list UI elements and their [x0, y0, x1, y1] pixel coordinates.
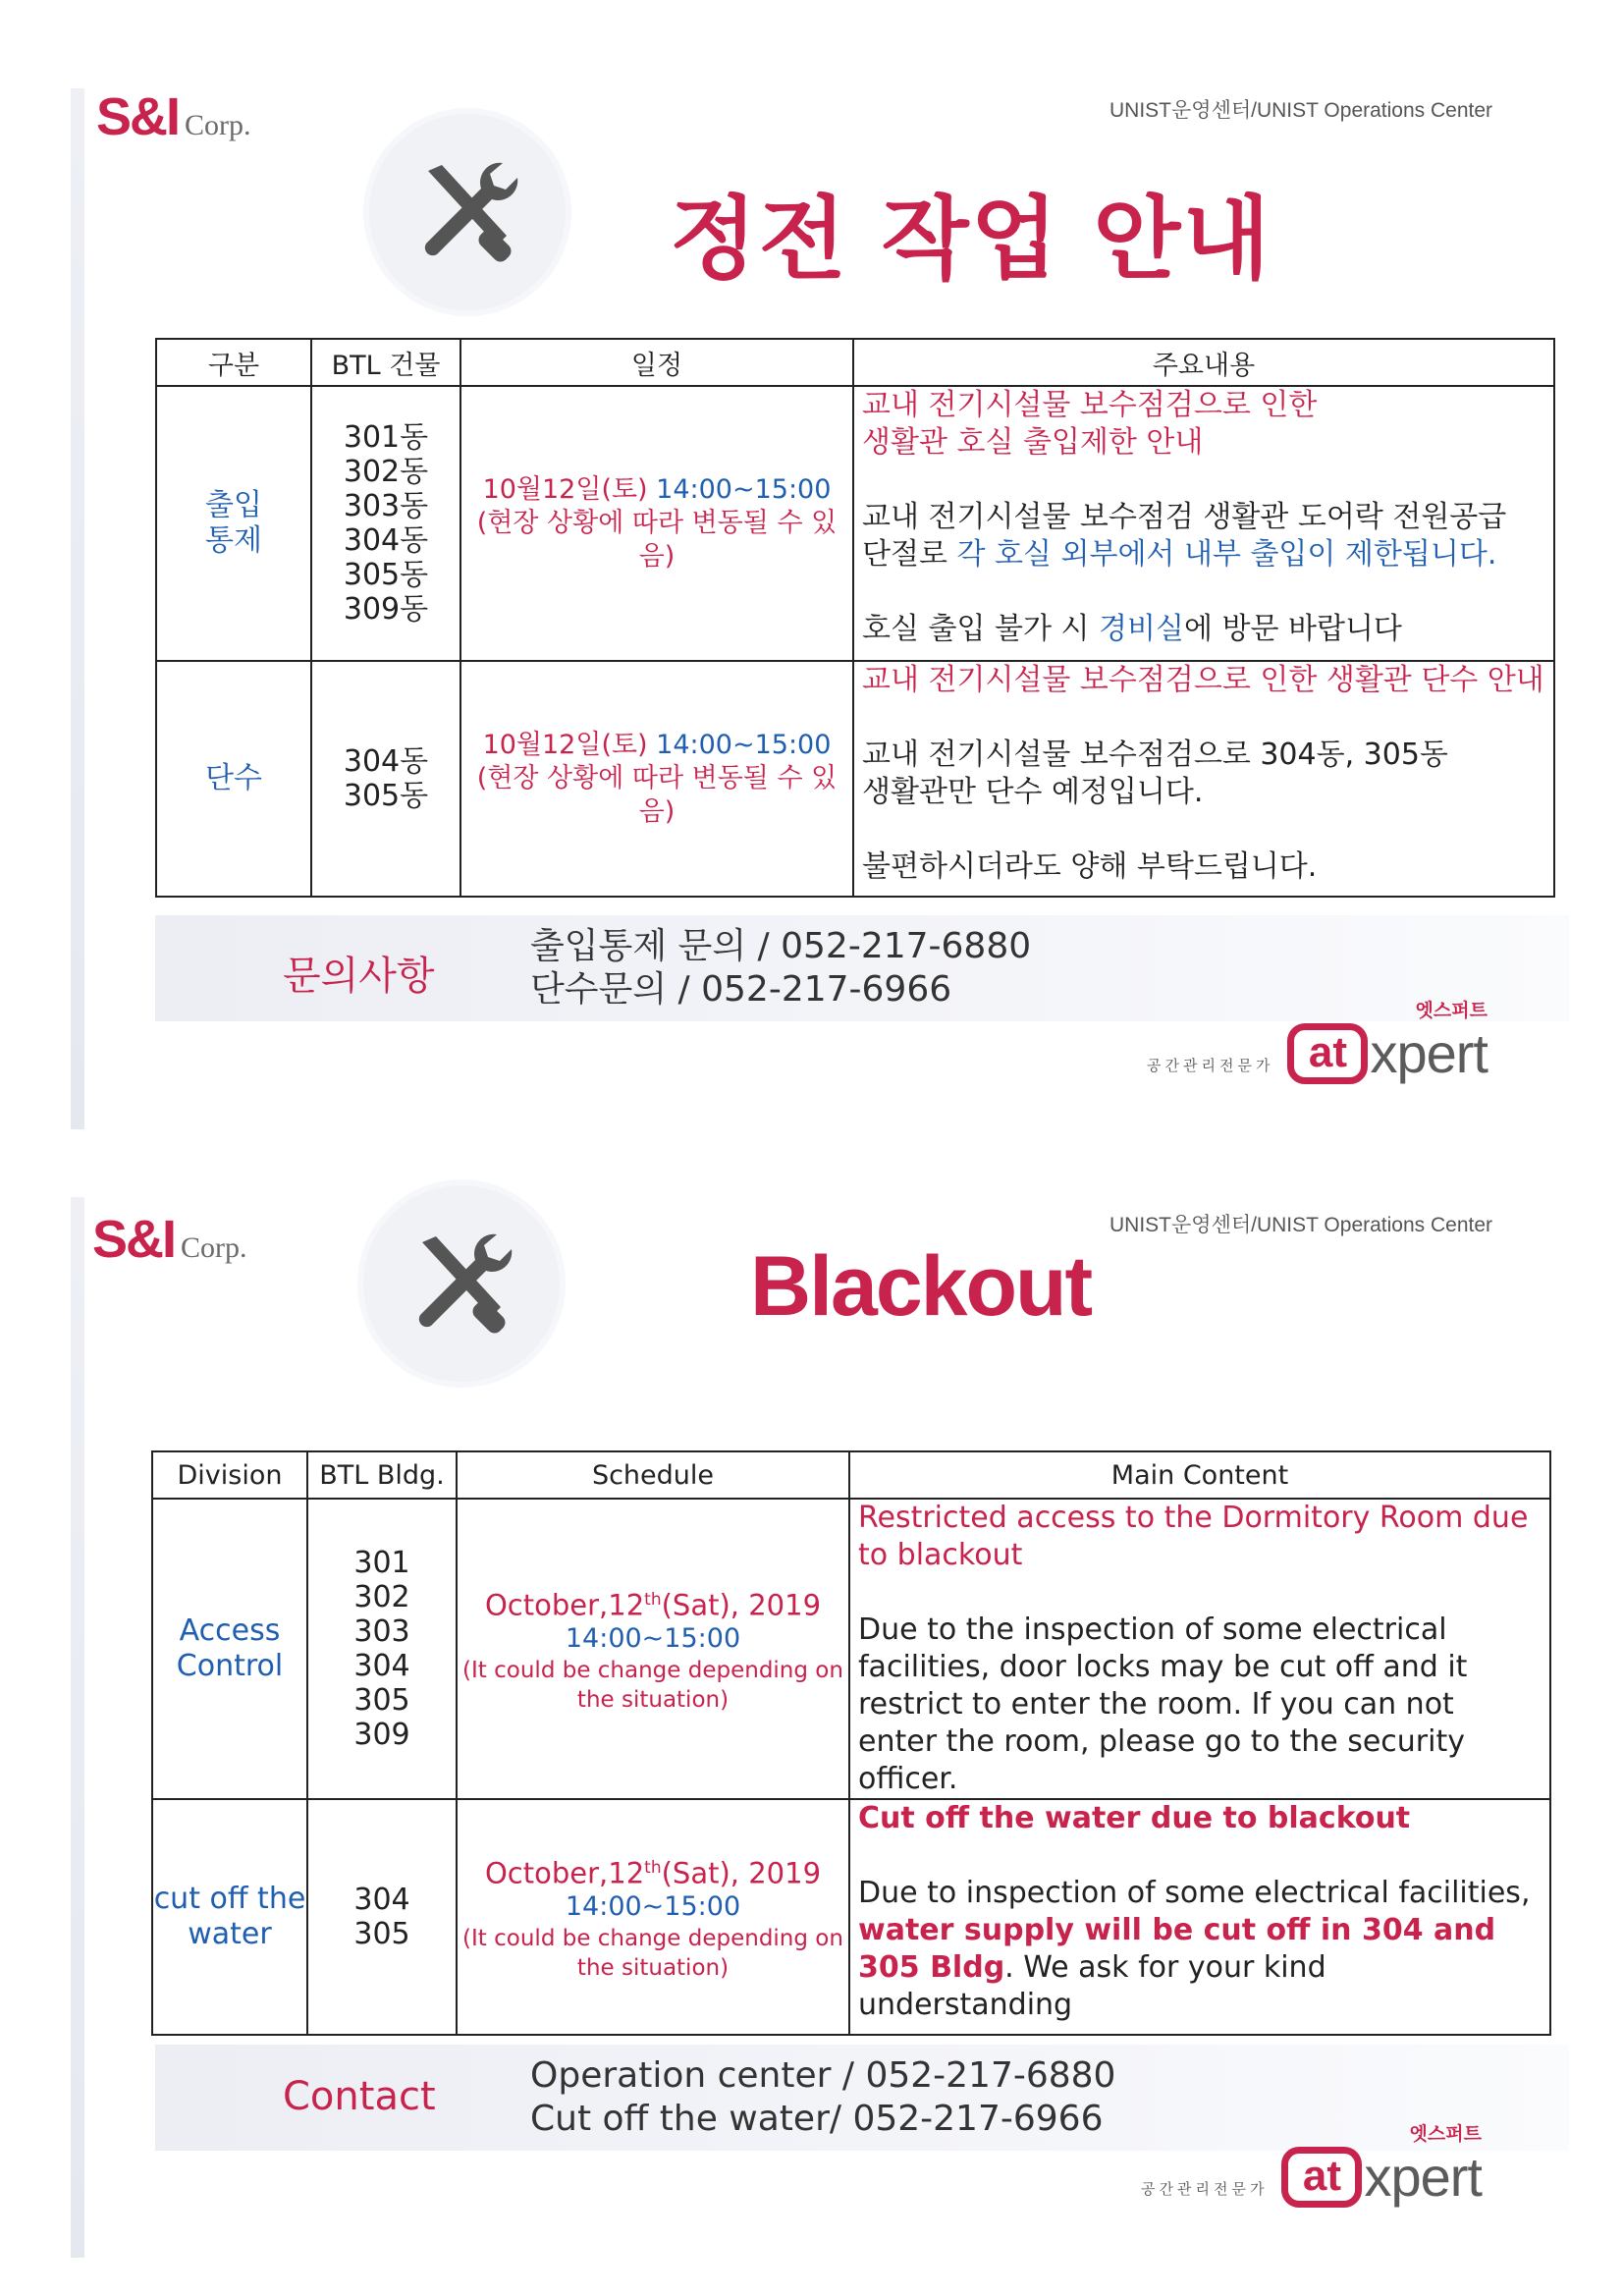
content-heading: 교내 전기시설물 보수점검으로 인한 생활관 단수 안내 — [862, 663, 1544, 697]
building-item: 301 — [353, 1546, 410, 1580]
brand-tagline: 공간관리전문가 — [1147, 1057, 1274, 1074]
schedule-note: (현장 상황에 따라 변동될 수 있음) — [476, 763, 838, 827]
date-suffix: th — [644, 1858, 662, 1879]
building-item: 309 — [353, 1718, 410, 1752]
schedule-date: 10월12일(토) — [482, 474, 657, 505]
header-content: 주요내용 — [853, 339, 1554, 386]
division-cell — [156, 386, 311, 661]
content-text: 교내 전기시설물 보수점검 생활관 도어락 전원공급 — [862, 500, 1507, 534]
brand-at: at — [1281, 2147, 1362, 2208]
contact-lines — [530, 2054, 1115, 2141]
company-logo — [96, 86, 251, 147]
content-highlight: 각 호실 외부에서 내부 출입이 제한됩니다. — [956, 537, 1497, 572]
content-text: 교내 전기시설물 보수점검으로 304동, 305동 — [862, 738, 1448, 772]
operations-center: UNIST운영센터/UNIST Operations Center — [1109, 99, 1493, 122]
building-item: 302동 — [343, 455, 429, 489]
division-cell — [156, 661, 311, 897]
contact-section — [155, 915, 1569, 1021]
table-row — [156, 661, 1554, 897]
building-item: 303동 — [343, 489, 429, 523]
contact-line: 단수문의 / 052-217-6966 — [530, 969, 952, 1010]
brand-mark — [1287, 1000, 1488, 1085]
building-item: 302 — [353, 1580, 410, 1614]
division-line: cut off the — [153, 1882, 306, 1916]
building-cell — [311, 386, 460, 661]
building-item: 305 — [353, 1917, 410, 1951]
content-highlight: 경비실 — [1099, 612, 1184, 646]
contact-label: Contact — [283, 2074, 436, 2119]
schedule-cell — [460, 661, 853, 897]
schedule-time: 14:00~15:00 — [656, 474, 832, 505]
content-cell — [853, 661, 1554, 897]
contact-label: 문의사항 — [283, 954, 435, 999]
tools-icon — [369, 114, 566, 310]
logo-mark: S&I — [96, 87, 180, 146]
brand-word: xpert — [1364, 2146, 1482, 2208]
schedule-date: October,12 — [484, 1588, 645, 1622]
division-line: water — [188, 1917, 272, 1951]
building-item: 305동 — [343, 779, 429, 813]
side-decoration — [71, 1197, 84, 2258]
schedule-time: 14:00~15:00 — [565, 1622, 741, 1654]
schedule-note: (현장 상황에 따라 변동될 수 있음) — [476, 508, 838, 572]
content-cell — [849, 1499, 1550, 1799]
content-text: 호실 출입 불가 시 — [862, 612, 1100, 646]
schedule-time: 14:00~15:00 — [565, 1890, 741, 1922]
english-notice — [0, 1148, 1623, 2296]
content-text: . We ask for your kind understanding — [858, 1950, 1326, 2022]
brand-korean: 엣스퍼트 — [1409, 2123, 1482, 2145]
division-cell — [152, 1799, 307, 2035]
tools-icon — [363, 1185, 560, 1382]
building-cell — [307, 1499, 457, 1799]
date-suffix: th — [644, 1590, 662, 1611]
division-line: 통제 — [205, 523, 262, 558]
division-line: Access — [179, 1613, 281, 1648]
table-row — [152, 1499, 1550, 1799]
logo-mark: S&I — [92, 1210, 176, 1269]
header-building: BTL 건물 — [311, 339, 460, 386]
header-division: Division — [152, 1451, 307, 1499]
operations-center: UNIST운영센터/UNIST Operations Center — [1109, 1214, 1493, 1236]
contact-line: 출입통제 문의 / 052-217-6880 — [530, 926, 1032, 966]
brand-word: xpert — [1370, 1022, 1488, 1084]
contact-lines — [530, 925, 1031, 1011]
schedule-cell — [460, 386, 853, 661]
content-heading: Restricted access to the Dormitory Room due to blackout — [858, 1501, 1529, 1572]
brand-tagline: 공간관리전문가 — [1141, 2180, 1269, 2198]
schedule-date: October,12 — [484, 1856, 645, 1890]
content-text: 에 방문 바랍니다 — [1183, 612, 1402, 646]
content-heading: Cut off the water due to blackout — [858, 1801, 1411, 1835]
logo-corp: Corp. — [185, 109, 251, 141]
building-item: 304동 — [343, 744, 429, 779]
content-text: 단절로 — [862, 537, 957, 572]
content-text: Due to inspection of some electrical facilities, — [858, 1876, 1531, 1910]
content-cell — [853, 386, 1554, 661]
building-item: 304 — [353, 1883, 410, 1917]
content-highlight: water supply will be cut off in 304 and 305 Bldg — [858, 1913, 1496, 1985]
content-heading: 생활관 호실 출입제한 안내 — [862, 425, 1204, 460]
division-line: 출입 — [205, 488, 262, 522]
building-item: 309동 — [343, 592, 429, 627]
building-item: 304 — [353, 1649, 410, 1683]
brand-korean: 엣스퍼트 — [1415, 1000, 1488, 1021]
atxpert-logo — [1147, 1000, 1488, 1085]
division-cell — [152, 1499, 307, 1799]
content-text: Due to the inspection of some electrical facilities, door locks may be cut off and it restrict to enter the room. If you can not enter the room, please go to the security officer. — [858, 1613, 1468, 1796]
content-heading: 교내 전기시설물 보수점검으로 인한 — [862, 388, 1318, 422]
content-cell — [849, 1799, 1550, 2035]
notice-table — [155, 338, 1555, 898]
page-title: Blackout — [750, 1239, 1092, 1334]
schedule-cell — [457, 1499, 849, 1799]
schedule-cell — [457, 1799, 849, 2035]
contact-line: Operation center / 052-217-6880 — [530, 2055, 1116, 2096]
logo-corp: Corp. — [181, 1231, 247, 1264]
brand-mark — [1281, 2123, 1482, 2209]
company-logo — [92, 1209, 247, 1270]
content-text: 불편하시더라도 양해 부탁드립니다. — [862, 849, 1318, 884]
header-schedule: Schedule — [457, 1451, 849, 1499]
building-item: 303 — [353, 1614, 410, 1649]
header-building: BTL Bldg. — [307, 1451, 457, 1499]
notice-table — [151, 1450, 1551, 2036]
schedule-date: (Sat), 2019 — [661, 1856, 822, 1890]
division-line: 단수 — [205, 761, 262, 795]
building-item: 301동 — [343, 420, 429, 455]
schedule-time: 14:00~15:00 — [656, 730, 832, 760]
building-item: 304동 — [343, 523, 429, 558]
contact-line: Cut off the water/ 052-217-6966 — [530, 2099, 1104, 2139]
header-division: 구분 — [156, 339, 311, 386]
building-item: 305동 — [343, 558, 429, 592]
page-title: 정전 작업 안내 — [670, 187, 1272, 292]
content-text: 생활관만 단수 예정입니다. — [862, 775, 1204, 809]
schedule-note: (It could be change depending on the situation) — [462, 1657, 843, 1713]
building-cell — [311, 661, 460, 897]
table-row — [152, 1799, 1550, 2035]
schedule-date: (Sat), 2019 — [661, 1588, 822, 1622]
division-line: Control — [176, 1649, 284, 1683]
header-schedule: 일정 — [460, 339, 853, 386]
side-decoration — [71, 88, 84, 1129]
schedule-note: (It could be change depending on the situation) — [462, 1925, 843, 1981]
schedule-date: 10월12일(토) — [482, 730, 657, 760]
contact-section — [155, 2045, 1569, 2151]
table-header — [156, 339, 1554, 386]
atxpert-logo — [1141, 2123, 1482, 2209]
table-header — [152, 1451, 1550, 1499]
table-row — [156, 386, 1554, 661]
building-cell — [307, 1799, 457, 2035]
header-content: Main Content — [849, 1451, 1550, 1499]
building-item: 305 — [353, 1683, 410, 1718]
brand-at: at — [1287, 1023, 1368, 1084]
